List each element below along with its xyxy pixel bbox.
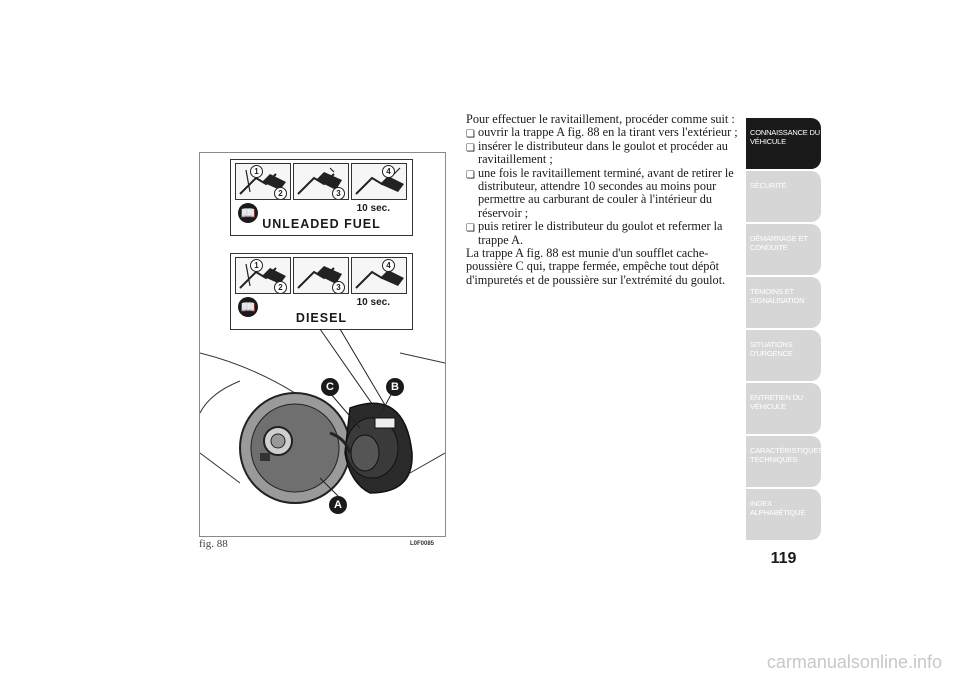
- step-number: 1: [250, 259, 263, 272]
- manual-book-icon: 📖: [238, 203, 258, 223]
- checkbox-bullet-icon: ❏: [466, 129, 475, 141]
- callout-a: A: [329, 496, 347, 514]
- list-item: [466, 126, 742, 139]
- step-number: 3: [332, 187, 345, 200]
- diesel-fuel-text: DIESEL: [295, 311, 348, 325]
- step-number: 3: [332, 281, 345, 294]
- list-item-text: une fois le ravitaillement terminé, avant de retirer le distributeur, attendre 10 secondes au moins pour permettre au carburant de couler à l'intérieur du réservoir ;: [478, 165, 734, 220]
- tab-entretien-du-vehicule[interactable]: ENTRETIEN DU VÉHICULE: [746, 383, 821, 434]
- step-number: 2: [274, 187, 287, 200]
- instructions-text: [466, 113, 742, 287]
- timer-text: 10 sec.: [356, 297, 390, 308]
- step-number: 1: [250, 165, 263, 178]
- list-item-text: puis retirer le distributeur du goulot et refermer la trappe A.: [478, 219, 723, 247]
- callout-c: C: [321, 378, 339, 396]
- callout-b: B: [386, 378, 404, 396]
- list-item-text: insérer le distributeur dans le goulot et procéder au ravitaillement ;: [478, 138, 728, 167]
- refuel-steps-list: [466, 126, 742, 247]
- list-item-text: ouvrir la trappe A fig. 88 en la tirant vers l'extérieur ;: [478, 125, 738, 140]
- watermark: carmanualsonline.info: [766, 652, 942, 672]
- checkbox-bullet-icon: ❏: [466, 169, 475, 181]
- tab-connaissance-du-vehicule[interactable]: CONNAISSANCE DU VÉHICULE: [746, 118, 821, 169]
- timer-text: 10 sec.: [356, 203, 390, 214]
- chapter-tabs: [746, 118, 824, 542]
- checkbox-bullet-icon: ❏: [466, 223, 475, 235]
- tab-temoins-et-signalisation[interactable]: TÉMOINS ET SIGNALISATION: [746, 277, 821, 328]
- tab-demarrage-et-conduite[interactable]: DÉMARRAGE ET CONDUITE: [746, 224, 821, 275]
- tab-caracteristiques-techniques[interactable]: CARACTÉRISTIQUES TECHNIQUES: [746, 436, 821, 487]
- intro-paragraph: Pour effectuer le ravitaillement, procéder comme suit :: [466, 112, 735, 126]
- list-item: [466, 220, 742, 247]
- tab-situations-d-urgence[interactable]: SITUATIONS D'URGENCE: [746, 330, 821, 381]
- unleaded-fuel-text: UNLEADED FUEL: [262, 217, 381, 231]
- tab-index-alphabetique[interactable]: INDEX ALPHABÉTIQUE: [746, 489, 821, 540]
- list-item: [466, 140, 742, 167]
- fuel-flap-illustration: [200, 153, 445, 536]
- manual-book-icon: 📖: [238, 297, 258, 317]
- page-number: 119: [770, 550, 797, 567]
- figure-caption: fig. 88: [199, 538, 228, 550]
- step-number: 2: [274, 281, 287, 294]
- fuel-flap-figure: [199, 152, 446, 537]
- step-number: 4: [382, 165, 395, 178]
- checkbox-bullet-icon: ❏: [466, 142, 475, 154]
- step-number: 4: [382, 259, 395, 272]
- list-item: [466, 167, 742, 221]
- dust-cover-paragraph: La trappe A fig. 88 est munie d'un soufflet cache-poussière C qui, trappe fermée, empêche tout dépôt d'impuretés et de poussière sur l'extrémité du goulot.: [466, 246, 726, 287]
- tab-securite[interactable]: SÉCURITÉ: [746, 171, 821, 222]
- figure-code: L0F0085: [410, 541, 435, 547]
